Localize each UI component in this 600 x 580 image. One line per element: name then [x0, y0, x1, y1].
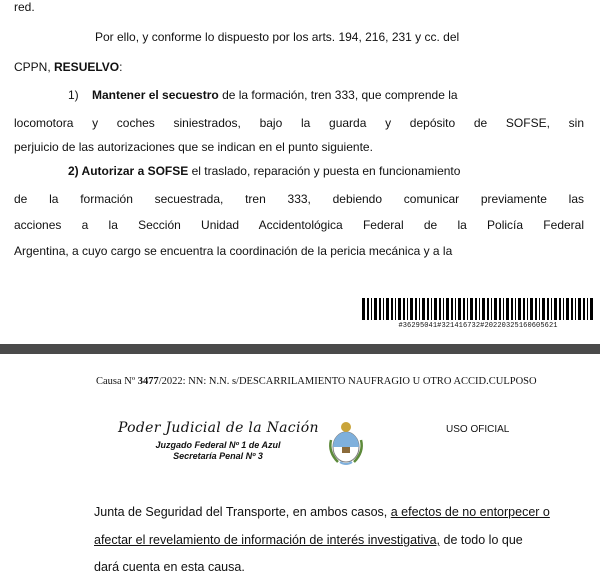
text-line: Por ello, y conforme lo dispuesto por los arts. 194, 216, 231 y cc. del	[95, 30, 460, 44]
causa-header: Causa Nº 3477/2022: NN: N.N. s/DESCARRILAMIENTO NAUFRAGIO U OTRO ACCID.CULPOSO	[96, 376, 537, 387]
text-line: afectar el revelamiento de información de interés investigativa, de todo lo que	[94, 533, 523, 547]
text-line: Argentina, a cuyo cargo se encuentra la coordinación de la pericia mecánica y a la	[14, 244, 453, 258]
text-line: de la formación secuestrada, tren 333, debiendo comunicar previamente las	[14, 192, 584, 206]
text-line: locomotora y coches siniestrados, bajo la guarda y depósito de SOFSE, sin	[14, 116, 584, 130]
text-line: 2) Autorizar a SOFSE el traslado, reparación y puesta en funcionamiento	[68, 164, 461, 178]
text-line: Junta de Seguridad del Transporte, en ambos casos, a efectos de no entorpecer o	[94, 505, 550, 519]
barcode-number: #36295041#321416732#20220325160605621	[398, 322, 558, 330]
resuelvo-heading: RESUELVO	[54, 60, 120, 74]
uso-oficial-label: USO OFICIAL	[446, 424, 510, 435]
text-line: dará cuenta en esta causa.	[94, 560, 245, 574]
poder-judicial-title: Poder Judicial de la Nación	[118, 420, 319, 436]
text-line: 1) Mantener el secuestro de la formación, tren 333, que comprende la	[68, 88, 458, 102]
page-divider	[0, 344, 600, 354]
text-line: CPPN, RESUELVO:	[14, 60, 123, 74]
text-line: acciones a la Sección Unidad Accidentológica Federal de la Policía Federal	[14, 218, 584, 232]
court-name: Juzgado Federal Nº 1 de Azul Secretaría Penal Nº 3	[155, 440, 281, 461]
text-line: red.	[14, 0, 35, 14]
text-line: perjuicio de las autorizaciones que se indican en el punto siguiente.	[14, 140, 373, 154]
argentina-coat-of-arms-icon	[326, 420, 366, 466]
barcode	[362, 298, 594, 320]
